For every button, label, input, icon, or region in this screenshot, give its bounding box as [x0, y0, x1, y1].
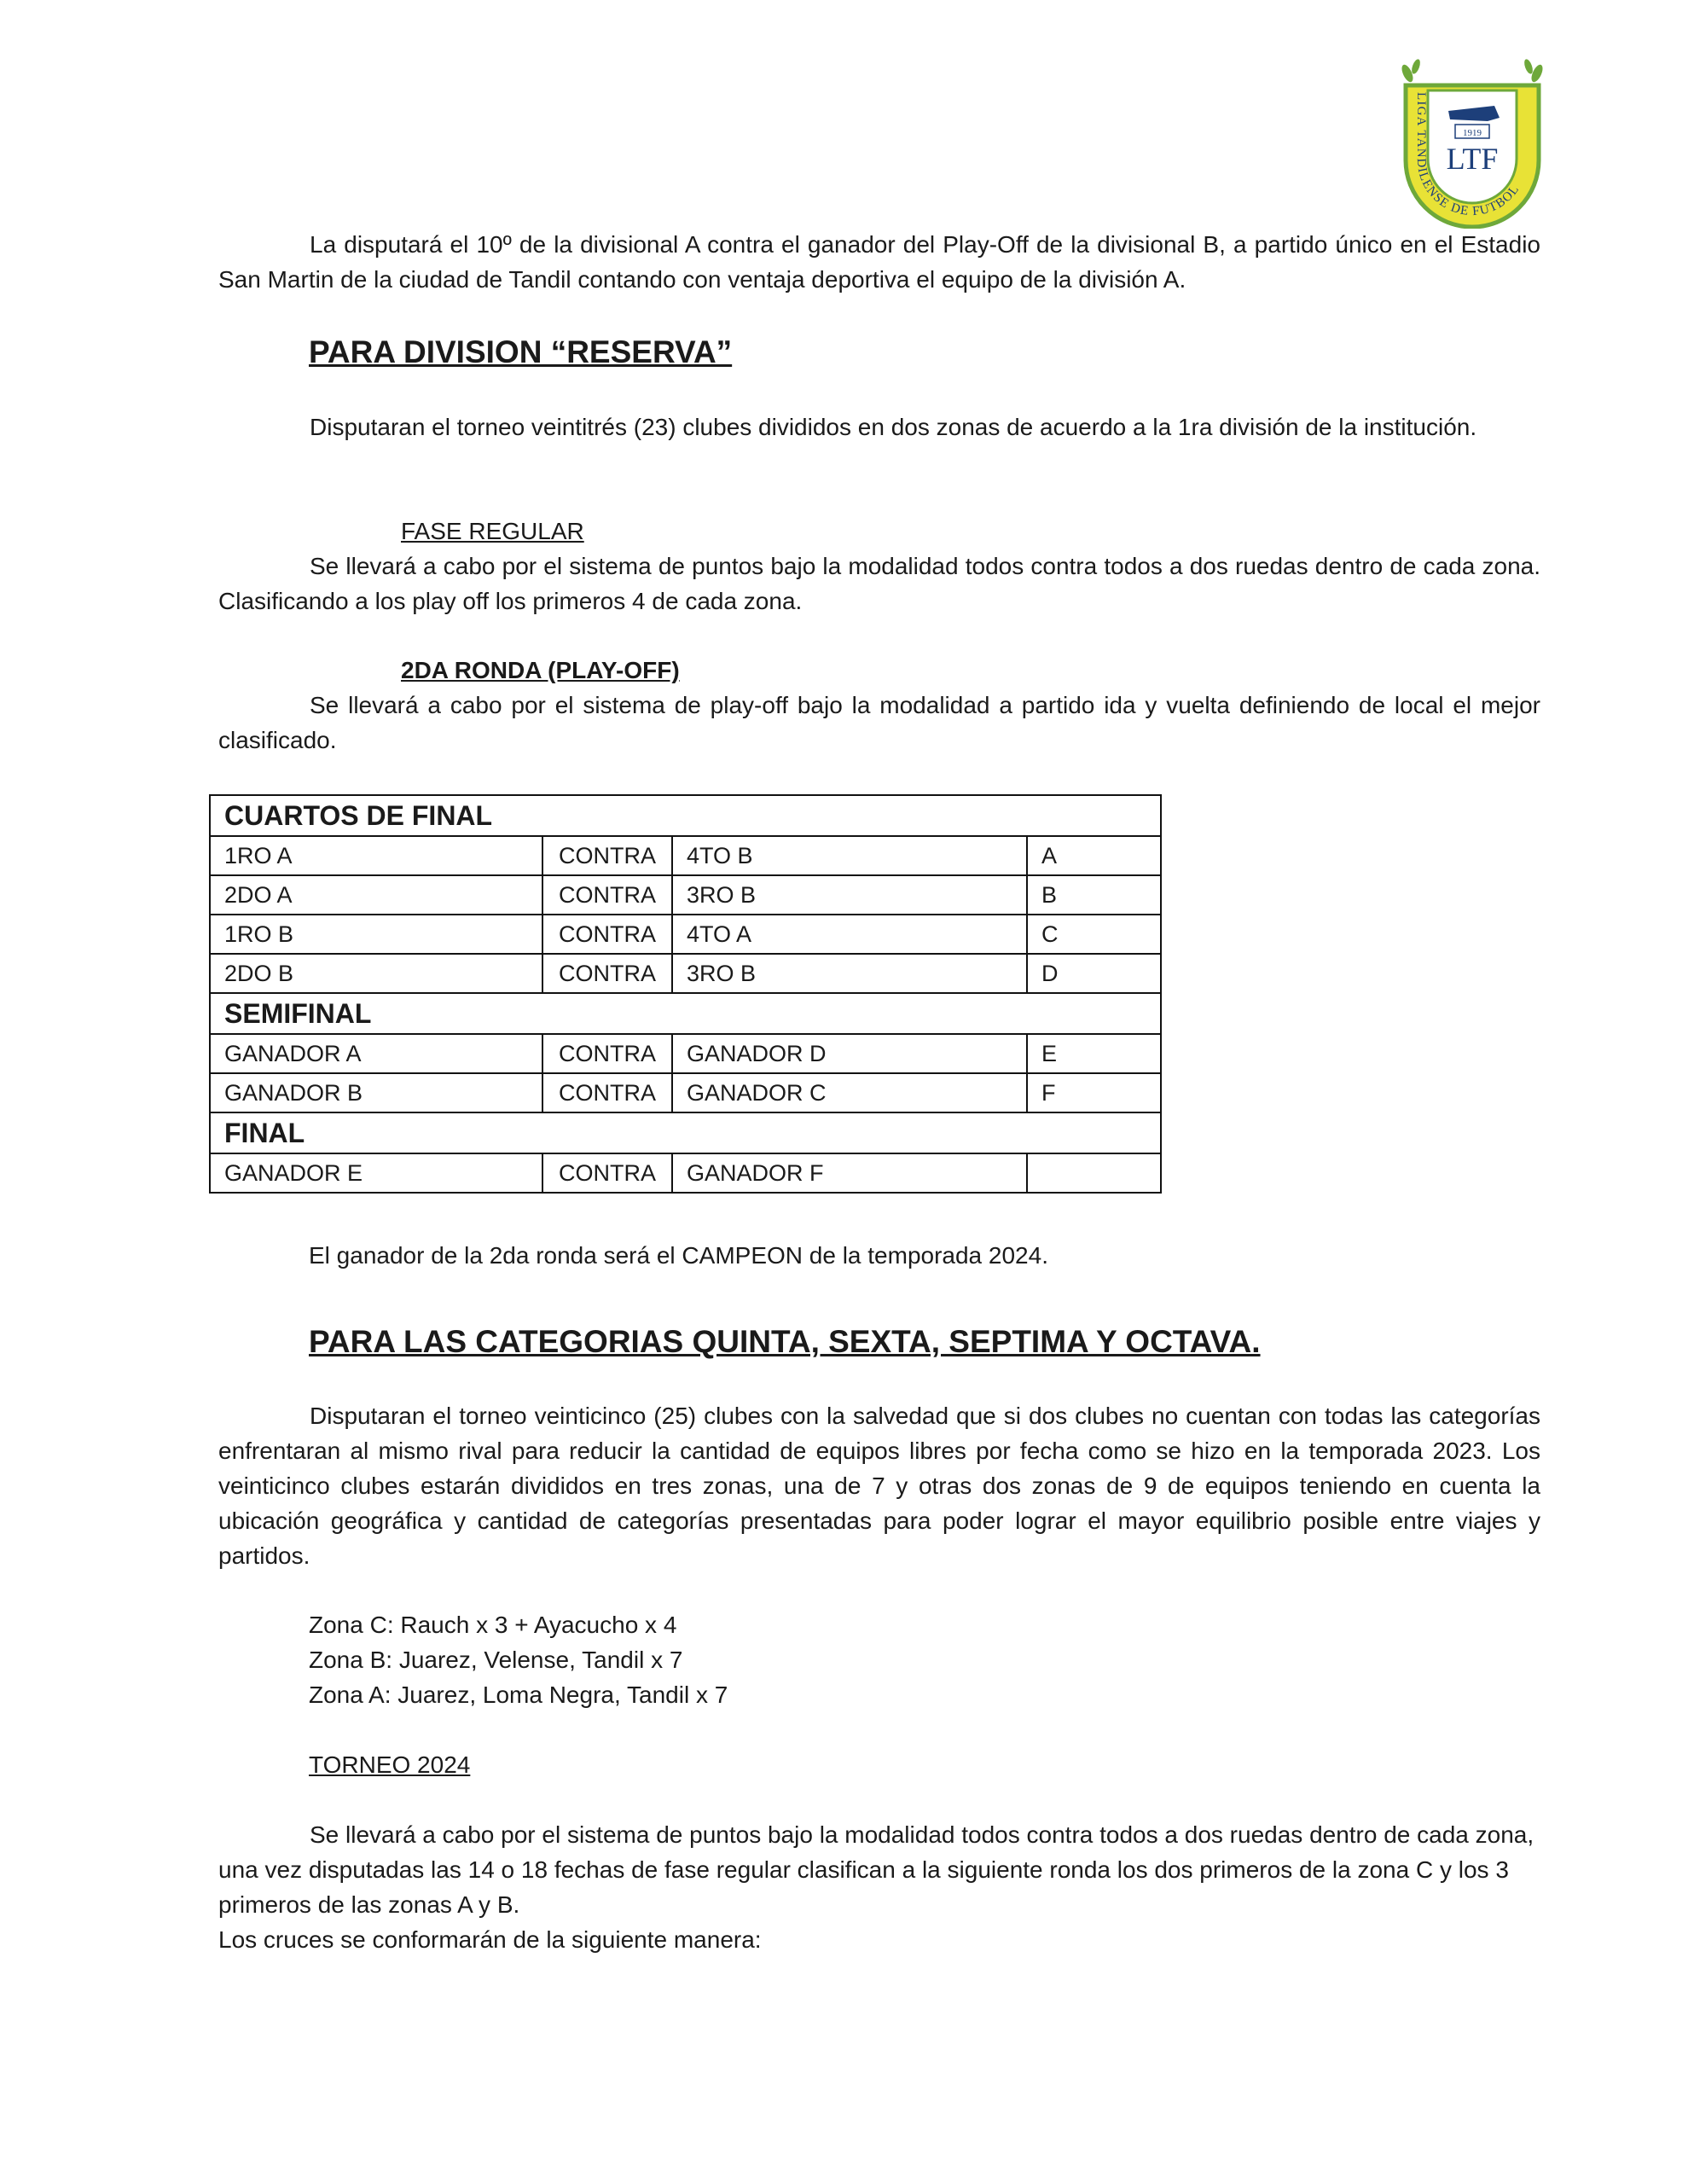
match-home: 2DO B: [210, 954, 542, 993]
match-away: GANADOR F: [672, 1153, 1027, 1193]
campeon-text: El ganador de la 2da ronda será el CAMPEON de la temporada 2024.: [309, 1242, 1048, 1269]
zona-line: Zona C: Rauch x 3 + Ayacucho x 4: [309, 1612, 677, 1638]
match-away: 4TO A: [672, 915, 1027, 954]
match-home: 2DO A: [210, 875, 542, 915]
torneo-title: TORNEO 2024: [309, 1751, 471, 1778]
match-id: C: [1027, 915, 1161, 954]
match-away: GANADOR C: [672, 1073, 1027, 1112]
match-vs: CONTRA: [542, 954, 672, 993]
reserva-heading: PARA DIVISION “RESERVA”: [309, 334, 733, 369]
bracket-row: [210, 915, 1161, 954]
match-id: D: [1027, 954, 1161, 993]
final-title: FINAL: [210, 1112, 1161, 1153]
match-away: 3RO B: [672, 954, 1027, 993]
match-id: B: [1027, 875, 1161, 915]
bracket-section-header: [210, 1112, 1161, 1153]
categorias-intro: Disputaran el torneo veinticinco (25) clubes con la salvedad que si dos clubes no cuentan con todas las categorías enfrentaran al mismo rival para reducir la cantidad de equipos libres por fecha como se hizo en la temporada 2023. Los veinticinco clubes estarán divididos en tres zonas, una de 7 y otras dos zonas de 9 de equipos teniendo en cuenta la ubicación geográfica y cantidad de categorías presentadas para poder lograr el mayor equilibrio posible entre viajes y partidos.: [218, 1403, 1540, 1569]
match-home: 1RO A: [210, 836, 542, 875]
match-home: 1RO B: [210, 915, 542, 954]
match-home: GANADOR B: [210, 1073, 542, 1112]
match-vs: CONTRA: [542, 915, 672, 954]
semifinal-title: SEMIFINAL: [210, 993, 1161, 1034]
match-vs: CONTRA: [542, 836, 672, 875]
bracket-row: [210, 954, 1161, 993]
bracket-row: [210, 875, 1161, 915]
bracket-row: [210, 836, 1161, 875]
torneo-text: Se llevará a cabo por el sistema de puntos bajo la modalidad todos contra todos a dos ruedas dentro de cada zona, una vez disputadas las 14 o 18 fechas de fase regular clasifican a la siguiente ronda los dos primeros de la zona C y los 3 primeros de las zonas A y B.: [218, 1821, 1534, 1918]
categorias-heading: PARA LAS CATEGORIAS QUINTA, SEXTA, SEPTIMA Y OCTAVA.: [309, 1324, 1261, 1359]
match-id: F: [1027, 1073, 1161, 1112]
match-vs: CONTRA: [542, 1073, 672, 1112]
playoff-bracket-table: [209, 794, 1162, 1194]
cuartos-title: CUARTOS DE FINAL: [210, 795, 1161, 836]
zona-line: Zona B: Juarez, Velense, Tandil x 7: [309, 1647, 683, 1673]
match-id: E: [1027, 1034, 1161, 1073]
cruces-text: Los cruces se conformarán de la siguiente manera:: [218, 1926, 762, 1953]
segunda-ronda-title: 2DA RONDA (PLAY-OFF): [401, 657, 680, 683]
svg-text:LIGA TANDILENSE DE FUTBOL: LIGA TANDILENSE DE FUTBOL: [1413, 92, 1523, 219]
match-vs: CONTRA: [542, 1153, 672, 1193]
match-home: GANADOR A: [210, 1034, 542, 1073]
svg-text:1919: 1919: [1463, 128, 1482, 138]
bracket-row: [210, 1034, 1161, 1073]
fase-regular-text: Se llevará a cabo por el sistema de puntos bajo la modalidad todos contra todos a dos ruedas dentro de cada zona. Clasificando a los play off los primeros 4 de cada zona.: [218, 553, 1540, 614]
segunda-ronda-text: Se llevará a cabo por el sistema de play-off bajo la modalidad a partido ida y vuelta definiendo de local el mejor clasificado.: [218, 692, 1540, 753]
bracket-row: [210, 1153, 1161, 1193]
match-away: 4TO B: [672, 836, 1027, 875]
reserva-intro: Disputaran el torneo veintitrés (23) clubes divididos en dos zonas de acuerdo a la 1ra división de la institución.: [310, 414, 1477, 440]
match-away: 3RO B: [672, 875, 1027, 915]
match-id: A: [1027, 836, 1161, 875]
match-home: GANADOR E: [210, 1153, 542, 1193]
zona-line: Zona A: Juarez, Loma Negra, Tandil x 7: [309, 1682, 728, 1708]
intro-paragraph: La disputará el 10º de la divisional A contra el ganador del Play-Off de la divisional B, a partido único en el Estadio San Martin de la ciudad de Tandil contando con ventaja deportiva el equipo de la división A.: [218, 231, 1540, 293]
liga-tandilense-logo: [1399, 58, 1546, 229]
fase-regular-title: FASE REGULAR: [401, 518, 584, 544]
bracket-row: [210, 1073, 1161, 1112]
bracket-section-header: [210, 795, 1161, 836]
match-away: GANADOR D: [672, 1034, 1027, 1073]
match-id: [1027, 1153, 1161, 1193]
bracket-section-header: [210, 993, 1161, 1034]
svg-text:LTF: LTF: [1446, 142, 1499, 176]
match-vs: CONTRA: [542, 1034, 672, 1073]
match-vs: CONTRA: [542, 875, 672, 915]
